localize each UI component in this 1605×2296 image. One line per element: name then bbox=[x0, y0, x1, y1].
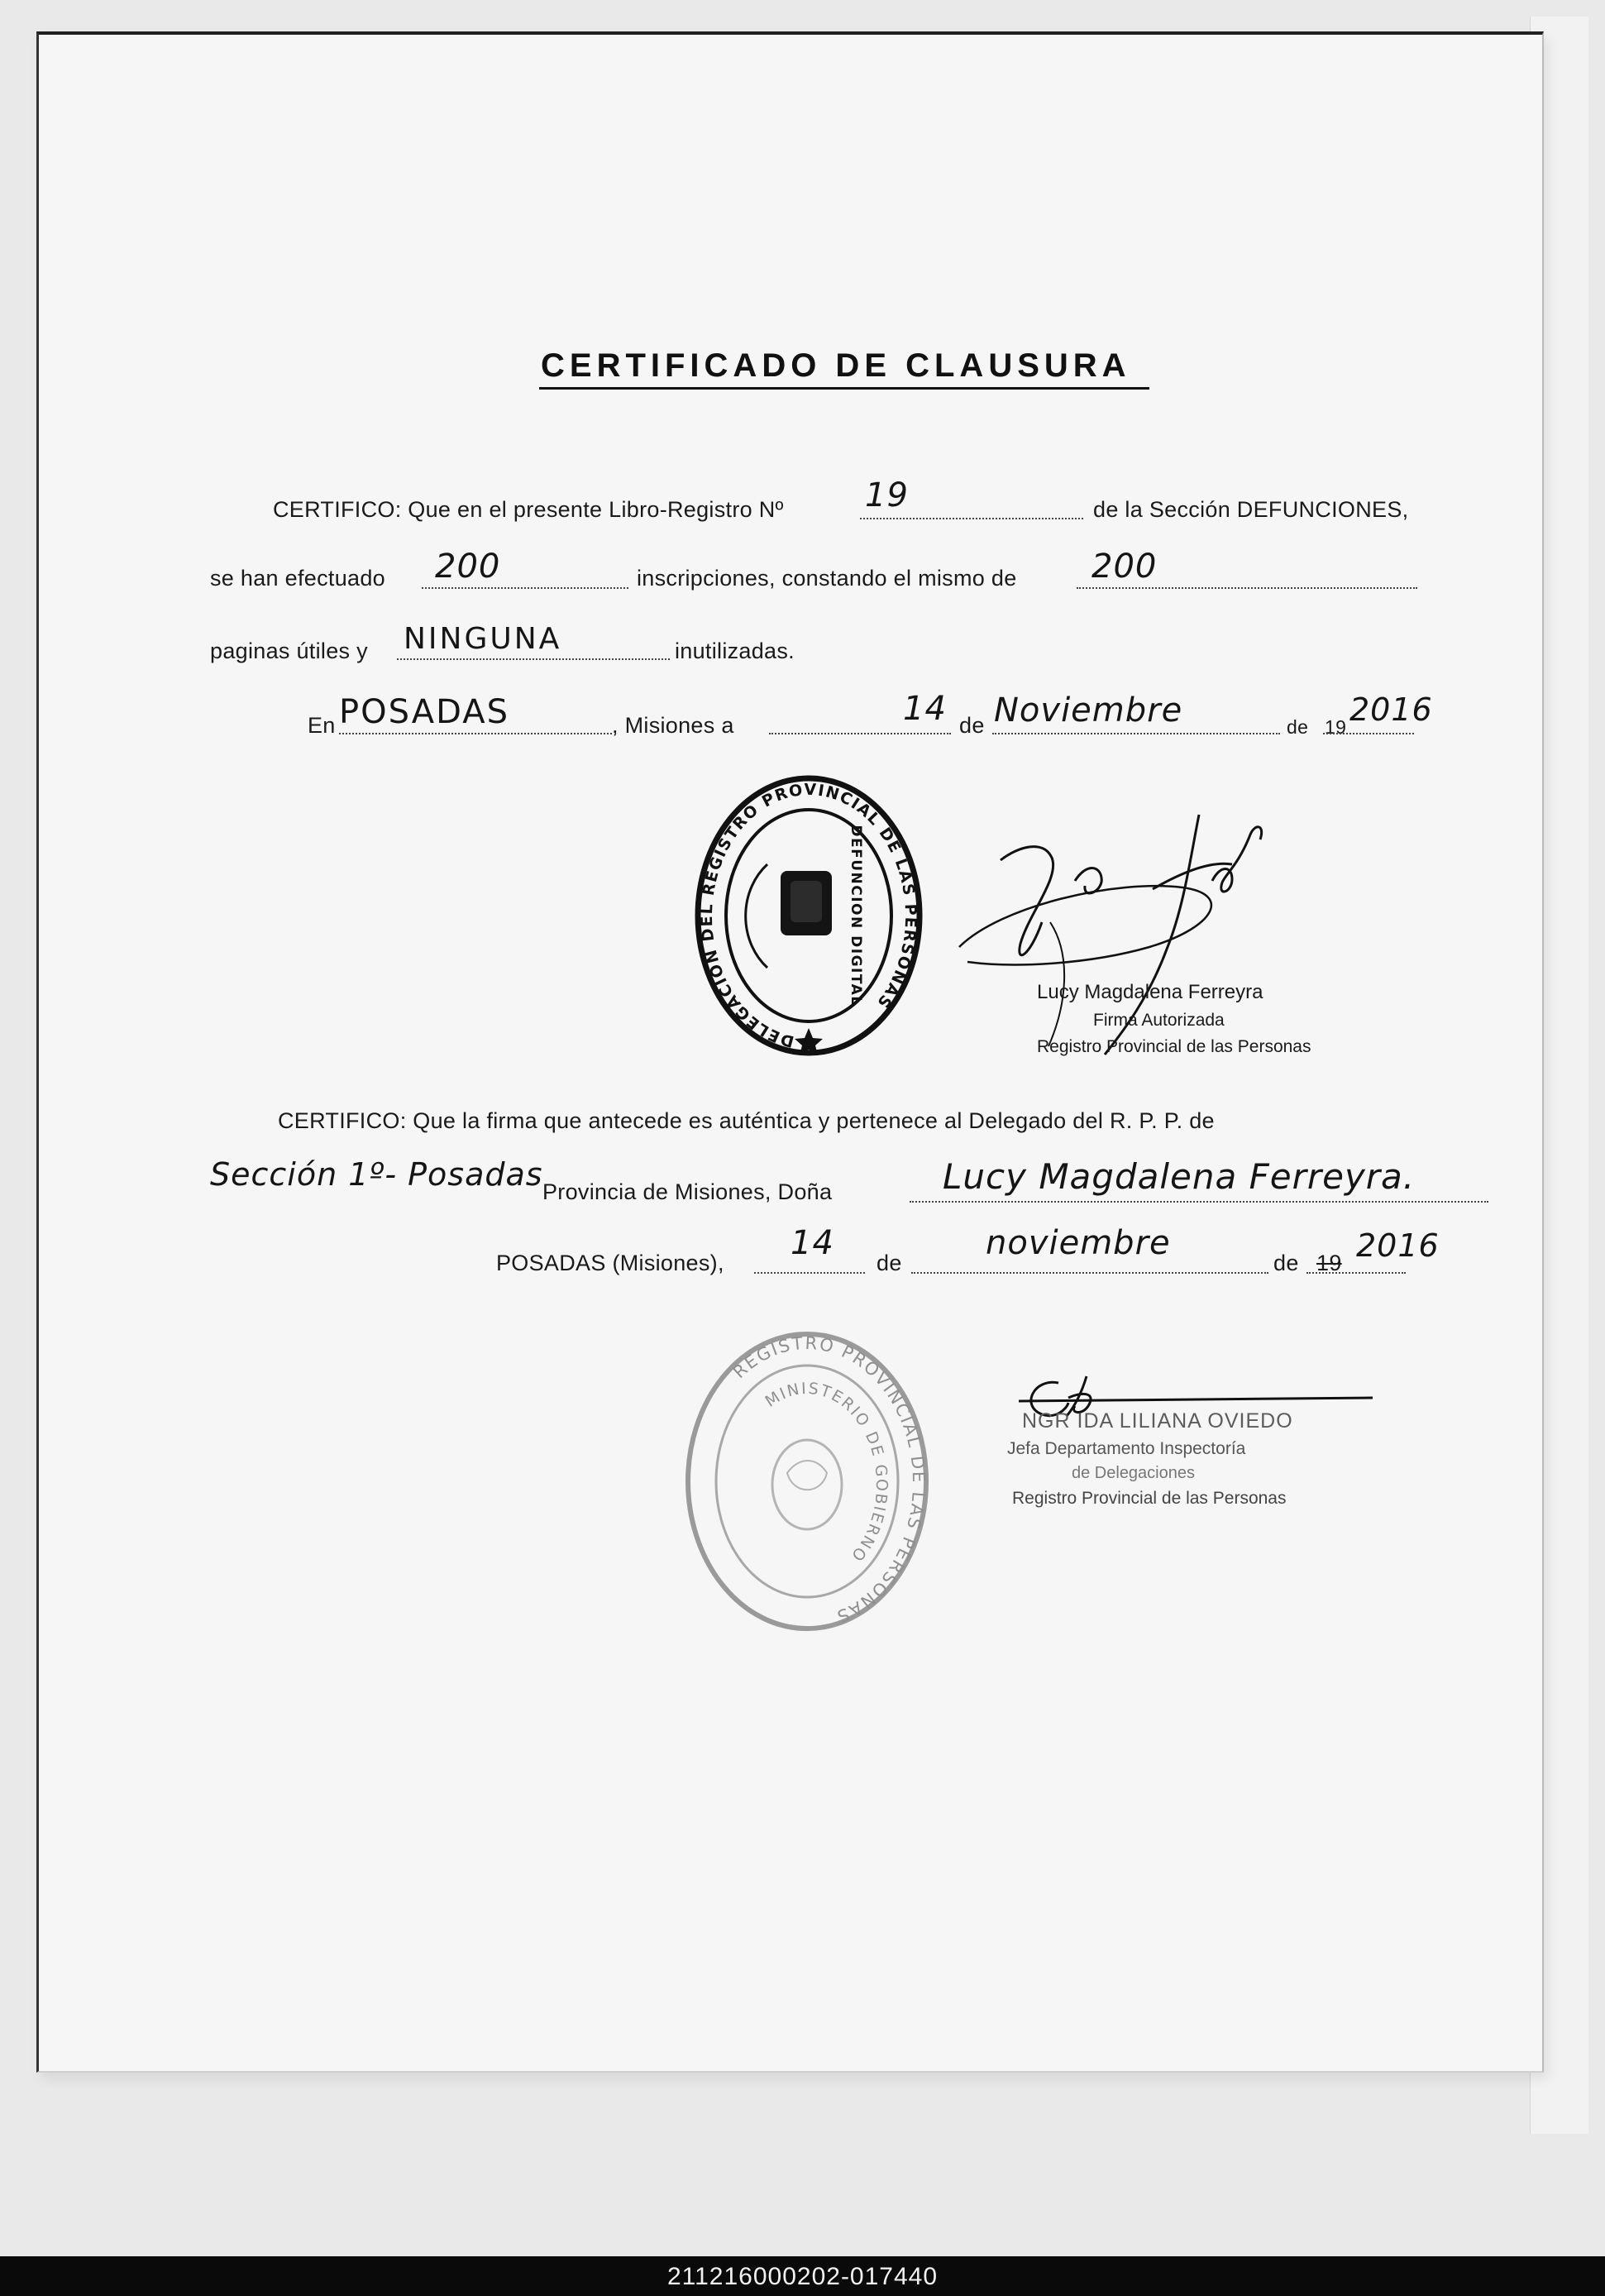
paginas-count: 200 bbox=[1091, 548, 1158, 586]
de-text-1: de bbox=[959, 713, 985, 738]
mes-2: noviembre bbox=[986, 1224, 1171, 1262]
inutilizadas-count: NINGUNA bbox=[404, 622, 562, 656]
seal-inner-text: DEFUNCION DIGITAL bbox=[848, 825, 864, 1007]
nombre-line bbox=[910, 1201, 1488, 1203]
nombre-handwritten: Lucy Magdalena Ferreyra. bbox=[943, 1156, 1416, 1197]
provincia-text: Provincia de Misiones, Doña bbox=[542, 1179, 833, 1204]
ministry-seal bbox=[683, 1327, 931, 1635]
signer-1-name: Lucy Magdalena Ferreyra bbox=[1037, 981, 1263, 1003]
seal-outer-text: DELEGACIÓN DEL REGISTRO PROVINCIAL DE LAS PERSONAS bbox=[697, 780, 920, 1051]
lugar-1: POSADAS bbox=[339, 693, 509, 731]
anio-1: 2016 bbox=[1349, 691, 1433, 728]
certifico-text-1: CERTIFICO: Que en el presente Libro-Registro Nº bbox=[273, 497, 784, 522]
de-anio-text-1: de bbox=[1287, 716, 1309, 738]
de-text-2: de bbox=[877, 1251, 902, 1275]
inutilizadas-text: inutilizadas. bbox=[675, 639, 795, 663]
document-code: 211216000202-017440 bbox=[666, 2263, 939, 2290]
signer-2-dept: de Delegaciones bbox=[1072, 1464, 1195, 1482]
certifico-text-2: CERTIFICO: Que la firma que antecede es auténtica y pertenece al Delegado del R. P. P. de bbox=[278, 1108, 1215, 1133]
libro-number-line bbox=[860, 518, 1083, 519]
inscripciones-count: 200 bbox=[435, 548, 501, 586]
anio-1-line bbox=[1323, 733, 1414, 734]
lugar-2: POSADAS (Misiones), bbox=[496, 1251, 724, 1275]
signer-1-office: Registro Provincial de las Personas bbox=[1037, 1037, 1311, 1056]
inscripciones-line bbox=[422, 587, 628, 589]
seccion-text: de la Sección DEFUNCIONES, bbox=[1093, 497, 1409, 522]
dia-1: 14 bbox=[903, 690, 947, 728]
inscripciones-text: inscripciones, constando el mismo de bbox=[637, 566, 1017, 591]
lugar-1-line bbox=[339, 733, 612, 734]
paginas-line bbox=[1077, 587, 1417, 589]
misiones-text: , Misiones a bbox=[612, 713, 734, 738]
mes-2-line bbox=[911, 1272, 1268, 1274]
paginas-text: paginas útiles y bbox=[210, 639, 368, 663]
inutilizadas-line bbox=[397, 658, 670, 660]
anio-2-line bbox=[1306, 1272, 1406, 1274]
signer-2-office: Registro Provincial de las Personas bbox=[1012, 1489, 1287, 1508]
ministry-seal-outer-text: REGISTRO PROVINCIAL DE LAS PERSONAS bbox=[728, 1332, 929, 1628]
de-anio-text-2: de bbox=[1273, 1251, 1299, 1275]
anio-prefix-1: 19 bbox=[1325, 716, 1347, 738]
title-underline bbox=[539, 387, 1149, 390]
dia-1-line bbox=[769, 733, 951, 734]
efectuado-text: se han efectuado bbox=[210, 566, 385, 591]
ministry-seal-inner-text: MINISTERIO DE GOBIERNO bbox=[762, 1379, 891, 1566]
mes-1-line bbox=[992, 733, 1280, 734]
mes-1: Noviembre bbox=[994, 691, 1183, 729]
signer-2-role: Jefa Departamento Inspectoría bbox=[1007, 1439, 1246, 1458]
seccion-handwritten: Sección 1º- Posadas bbox=[210, 1156, 543, 1193]
document-title: CERTIFICADO DE CLAUSURA bbox=[541, 347, 1131, 384]
dia-2: 14 bbox=[791, 1224, 834, 1262]
registry-seal bbox=[693, 773, 924, 1059]
signer-2-name: NGR IDA LILIANA OVIEDO bbox=[1022, 1409, 1293, 1433]
en-text: En bbox=[308, 713, 336, 738]
signer-1-role: Firma Autorizada bbox=[1093, 1011, 1225, 1030]
libro-number: 19 bbox=[865, 476, 909, 514]
anio-2: 2016 bbox=[1356, 1227, 1440, 1264]
dia-2-line bbox=[754, 1272, 865, 1274]
anio-prefix-2: 19 bbox=[1316, 1251, 1342, 1275]
